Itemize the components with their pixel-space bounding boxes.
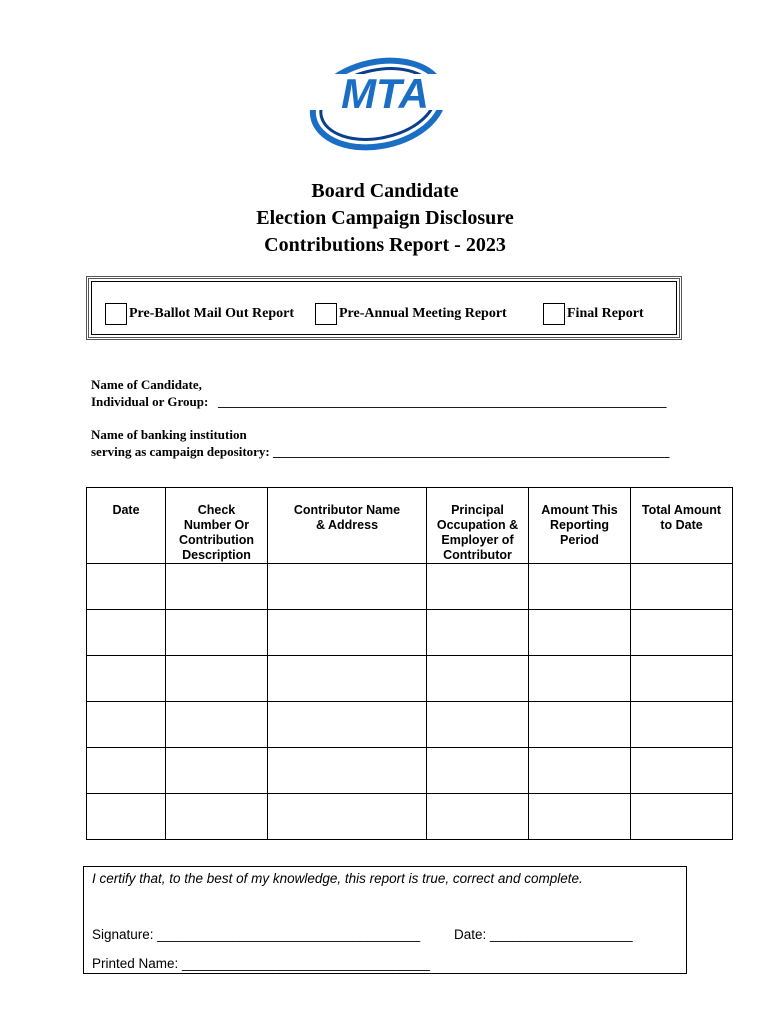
table-cell[interactable]: [427, 610, 529, 656]
certification-box: [83, 866, 687, 974]
logo-text: MTA: [341, 70, 429, 117]
table-cell[interactable]: [427, 748, 529, 794]
table-cell[interactable]: [166, 656, 268, 702]
column-header: [529, 488, 631, 564]
table-cell[interactable]: [268, 702, 427, 748]
title-line-1: Board Candidate: [311, 180, 459, 202]
table-cell[interactable]: [87, 702, 166, 748]
column-header: [427, 488, 529, 564]
signature-line[interactable]: Signature: ___________________________________: [92, 927, 421, 942]
column-header-line: Date: [112, 503, 140, 517]
form-title: [0, 178, 770, 259]
column-header-line: Employer of: [441, 533, 514, 547]
column-header-line: Description: [182, 548, 251, 562]
candidate-name-field: [91, 376, 667, 410]
table-cell[interactable]: [529, 656, 631, 702]
table-cell[interactable]: [631, 794, 733, 840]
table-cell[interactable]: [427, 564, 529, 610]
column-header: [87, 488, 166, 564]
candidate-label-2: Individual or Group:: [91, 394, 209, 409]
table-cell[interactable]: [166, 794, 268, 840]
title-line-3: Contributions Report - 2023: [264, 234, 506, 256]
printed-name-line[interactable]: Printed Name: _________________________________: [92, 956, 430, 971]
column-header-line: Reporting: [549, 518, 610, 532]
column-header-line: & Address: [315, 518, 379, 532]
candidate-name-blank[interactable]: _____________________________________________________________________: [218, 394, 667, 409]
column-header: [631, 488, 733, 564]
table-cell[interactable]: [87, 656, 166, 702]
table-cell[interactable]: [87, 564, 166, 610]
report-option-pre-annual[interactable]: [315, 302, 507, 326]
table-cell[interactable]: [268, 794, 427, 840]
column-header-line: Period: [560, 533, 599, 547]
column-header-line: to Date: [660, 518, 703, 532]
table-row: [87, 748, 733, 794]
table-cell[interactable]: [631, 656, 733, 702]
table-cell[interactable]: [166, 564, 268, 610]
table-cell[interactable]: [529, 564, 631, 610]
pre-ballot-checkbox[interactable]: [105, 303, 127, 325]
table-cell[interactable]: [166, 748, 268, 794]
table-row: [87, 702, 733, 748]
table-cell[interactable]: [529, 702, 631, 748]
column-header-line: Contribution: [179, 533, 254, 547]
pre-annual-checkbox[interactable]: [315, 303, 337, 325]
column-header-line: Total Amount: [641, 503, 722, 517]
column-header-line: Principal: [451, 503, 504, 517]
table-header-row: [87, 488, 733, 564]
table-cell[interactable]: [427, 794, 529, 840]
table-cell[interactable]: [87, 748, 166, 794]
column-header-line: Check: [197, 503, 236, 517]
report-option-pre-ballot[interactable]: [105, 302, 294, 326]
table-cell[interactable]: [631, 610, 733, 656]
table-row: [87, 610, 733, 656]
column-header-line: Amount This: [541, 503, 618, 517]
table-cell[interactable]: [268, 748, 427, 794]
title-line-2: Election Campaign Disclosure: [256, 207, 514, 229]
certification-statement: I certify that, to the best of my knowledge, this report is true, correct and complete.: [92, 871, 583, 886]
table-cell[interactable]: [631, 564, 733, 610]
table-row: [87, 794, 733, 840]
bank-label-1: Name of banking institution: [91, 427, 247, 442]
bank-field: [91, 426, 670, 460]
table-cell[interactable]: [268, 564, 427, 610]
bank-name-blank[interactable]: _____________________________________________________________: [273, 444, 670, 459]
column-header-line: Contributor: [443, 548, 512, 562]
column-header: [166, 488, 268, 564]
table-cell[interactable]: [268, 656, 427, 702]
final-report-checkbox[interactable]: [543, 303, 565, 325]
pre-annual-label: Pre-Annual Meeting Report: [339, 306, 507, 321]
column-header-line: Number Or: [183, 518, 250, 532]
table-row: [87, 564, 733, 610]
table-cell[interactable]: [529, 610, 631, 656]
final-report-label: Final Report: [567, 306, 644, 321]
column-header-line: Contributor Name: [293, 503, 401, 517]
table-cell[interactable]: [529, 748, 631, 794]
table-row: [87, 656, 733, 702]
pre-ballot-label: Pre-Ballot Mail Out Report: [129, 306, 294, 321]
table-cell[interactable]: [427, 656, 529, 702]
bank-label-2: serving as campaign depository:: [91, 444, 270, 459]
report-option-final[interactable]: [543, 302, 644, 326]
table-cell[interactable]: [166, 702, 268, 748]
table-cell[interactable]: [631, 702, 733, 748]
table-cell[interactable]: [166, 610, 268, 656]
date-line[interactable]: Date: ___________________: [454, 927, 633, 942]
table-cell[interactable]: [529, 794, 631, 840]
candidate-label-1: Name of Candidate,: [91, 377, 202, 392]
table-cell[interactable]: [268, 610, 427, 656]
table-cell[interactable]: [631, 748, 733, 794]
table-cell[interactable]: [87, 610, 166, 656]
table-cell[interactable]: [427, 702, 529, 748]
table-cell[interactable]: [87, 794, 166, 840]
mta-logo: [300, 44, 470, 156]
column-header: [268, 488, 427, 564]
contributions-table: [86, 487, 733, 840]
column-header-line: Occupation &: [436, 518, 519, 532]
